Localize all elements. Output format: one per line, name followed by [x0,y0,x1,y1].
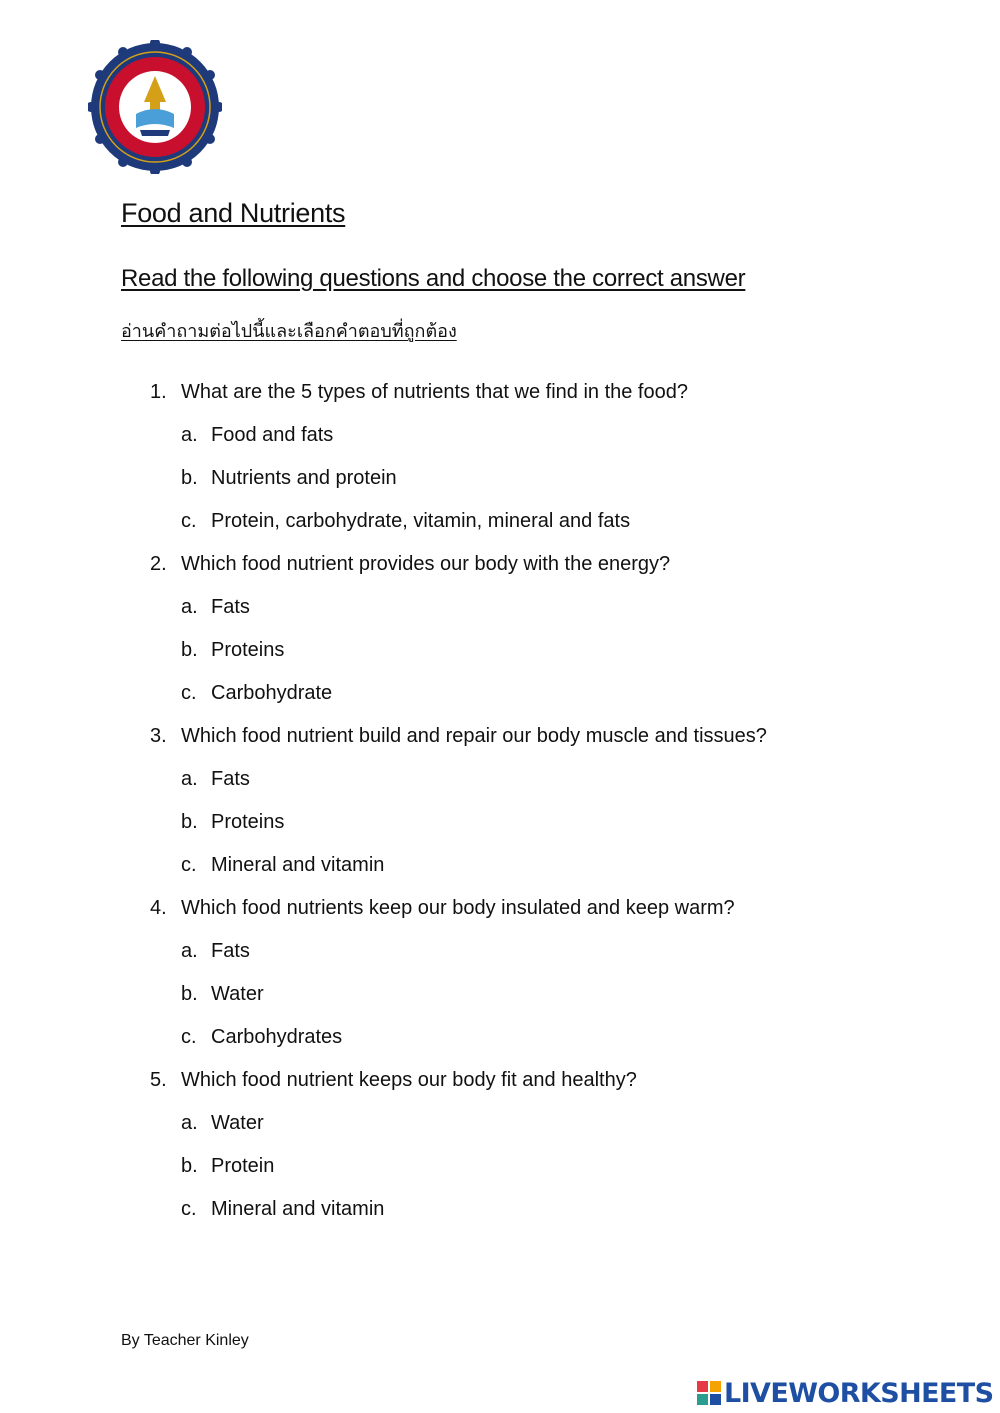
liveworksheets-brand[interactable] [697,1377,993,1409]
question-item [150,894,950,1066]
option-letter: b. [181,467,198,489]
answer-option[interactable] [181,507,950,550]
option-list [150,1109,950,1238]
question-line [150,550,950,593]
question-text: What are the 5 types of nutrients that we find in the food? [181,381,688,403]
question-line [150,1066,950,1109]
question-item [150,550,950,722]
question-line [150,894,950,937]
liveworksheets-logo-icon [697,1381,721,1405]
author-footer: By Teacher Kinley [121,1332,249,1349]
question-item [150,378,950,550]
option-letter: c. [181,510,197,532]
page-title: Food and Nutrients [121,198,346,228]
question-text: Which food nutrient build and repair our body muscle and tissues? [181,725,767,747]
option-text: Protein, carbohydrate, vitamin, mineral and fats [211,510,631,532]
answer-option[interactable] [181,851,950,894]
answer-option[interactable] [181,679,950,722]
option-text: Proteins [211,811,285,833]
answer-option[interactable] [181,636,950,679]
answer-option[interactable] [181,1023,950,1066]
option-text: Carbohydrates [211,1026,343,1048]
option-letter: c. [181,682,197,704]
option-list [150,421,950,550]
question-number: 3. [150,725,167,747]
question-item [150,1066,950,1238]
answer-option[interactable] [181,464,950,507]
option-text: Fats [211,768,250,790]
option-text: Protein [211,1155,275,1177]
option-text: Nutrients and protein [211,467,397,489]
question-list [150,378,950,1238]
answer-option[interactable] [181,593,950,636]
question-line [150,378,950,421]
question-number: 1. [150,381,167,403]
option-letter: c. [181,1198,197,1220]
option-letter: a. [181,768,198,790]
option-list [150,765,950,894]
school-seal-icon [88,40,222,174]
option-letter: a. [181,940,198,962]
option-letter: c. [181,854,197,876]
option-text: Fats [211,940,250,962]
option-letter: a. [181,1112,198,1134]
answer-option[interactable] [181,421,950,464]
question-text: Which food nutrients keep our body insulated and keep warm? [181,897,735,919]
answer-option[interactable] [181,980,950,1023]
question-number: 2. [150,553,167,575]
option-list [150,937,950,1066]
option-text: Food and fats [211,424,334,446]
option-text: Water [211,1112,264,1134]
question-number: 4. [150,897,167,919]
answer-option[interactable] [181,1109,950,1152]
option-letter: a. [181,596,198,618]
instruction-heading: Read the following questions and choose the correct answer [121,265,746,292]
option-letter: b. [181,811,198,833]
question-line [150,722,950,765]
answer-option[interactable] [181,1195,950,1238]
question-text: Which food nutrient keeps our body fit and healthy? [181,1069,637,1091]
answer-option[interactable] [181,937,950,980]
option-text: Mineral and vitamin [211,1198,385,1220]
option-text: Carbohydrate [211,682,333,704]
option-letter: b. [181,1155,198,1177]
school-logo [88,40,222,174]
brand-text: LIVEWORKSHEETS [724,1377,994,1409]
question-number: 5. [150,1069,167,1091]
answer-option[interactable] [181,765,950,808]
instruction-thai: อ่านคำถามต่อไปนี้และเลือกคำตอบที่ถูกต้อง [121,321,457,341]
answer-option[interactable] [181,808,950,851]
answer-option[interactable] [181,1152,950,1195]
option-text: Proteins [211,639,285,661]
option-letter: a. [181,424,198,446]
option-letter: b. [181,983,198,1005]
option-text: Mineral and vitamin [211,854,385,876]
question-item [150,722,950,894]
option-letter: b. [181,639,198,661]
option-text: Water [211,983,264,1005]
question-text: Which food nutrient provides our body with the energy? [181,553,671,575]
option-list [150,593,950,722]
option-text: Fats [211,596,250,618]
option-letter: c. [181,1026,197,1048]
